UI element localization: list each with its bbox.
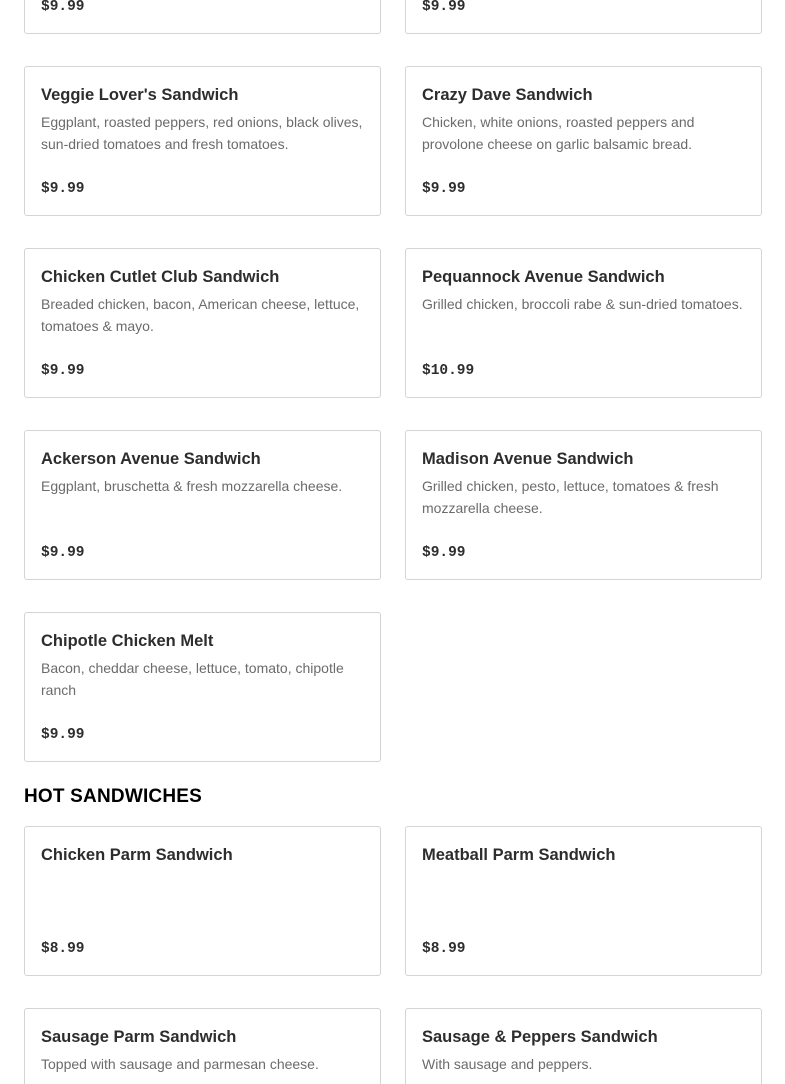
menu-item-name: Veggie Lover's Sandwich [41, 86, 239, 104]
section-heading-hot-sandwiches: HOT SANDWICHES [24, 786, 203, 807]
menu-item-name: Sausage & Peppers Sandwich [422, 1028, 658, 1046]
menu-item-card[interactable] [405, 0, 762, 34]
menu-item-price: $9.99 [41, 545, 85, 561]
menu-item-price: $9.99 [422, 181, 466, 197]
menu-item-name: Meatball Parm Sandwich [422, 846, 616, 864]
menu-item-name: Chipotle Chicken Melt [41, 632, 214, 650]
menu-item-name: Chicken Parm Sandwich [41, 846, 233, 864]
menu-item-description: Topped with sausage and parmesan cheese. [41, 1056, 319, 1072]
menu-item-name: Madison Avenue Sandwich [422, 450, 634, 468]
menu-item-price: $9.99 [41, 0, 85, 15]
menu-item-price: $9.99 [41, 727, 85, 743]
menu-item-price: $8.99 [41, 941, 85, 957]
menu-item-name: Crazy Dave Sandwich [422, 86, 593, 104]
menu-item-description: Grilled chicken, pesto, lettuce, tomatoes & fresh mozzarella cheese. [422, 478, 719, 516]
menu-item-card[interactable] [24, 612, 381, 762]
menu-item-price: $10.99 [422, 363, 475, 379]
menu-item-description: With sausage and peppers. [422, 1056, 593, 1072]
menu-item-name: Sausage Parm Sandwich [41, 1028, 237, 1046]
menu-item-description: Eggplant, bruschetta & fresh mozzarella cheese. [41, 478, 343, 494]
menu-item-card[interactable] [24, 1008, 381, 1084]
menu-item-price: $9.99 [41, 181, 85, 197]
menu-item-name: Pequannock Avenue Sandwich [422, 268, 665, 286]
menu-item-name: Ackerson Avenue Sandwich [41, 450, 261, 468]
menu-item-description: Chicken, white onions, roasted peppers and provolone cheese on garlic balsamic bread. [422, 114, 695, 152]
menu-item-description: Breaded chicken, bacon, American cheese, lettuce, tomatoes & mayo. [41, 296, 360, 334]
menu-item-description: Grilled chicken, broccoli rabe & sun-dried tomatoes. [422, 296, 743, 312]
menu-item-price: $9.99 [41, 363, 85, 379]
menu-item-card[interactable] [405, 430, 762, 580]
menu-item-name: Chicken Cutlet Club Sandwich [41, 268, 280, 286]
menu-item-price: $9.99 [422, 0, 466, 15]
menu-item-card[interactable] [24, 0, 381, 34]
menu-item-card[interactable] [24, 248, 381, 398]
menu-item-price: $8.99 [422, 941, 466, 957]
menu-item-price: $9.99 [422, 545, 466, 561]
menu-item-description: Bacon, cheddar cheese, lettuce, tomato, chipotle ranch [41, 660, 344, 698]
menu-item-card[interactable] [405, 1008, 762, 1084]
menu-item-card[interactable] [24, 826, 381, 976]
menu-item-card[interactable] [24, 430, 381, 580]
menu-item-card[interactable] [405, 66, 762, 216]
menu-item-card[interactable] [405, 826, 762, 976]
menu-item-description: Eggplant, roasted peppers, red onions, black olives, sun-dried tomatoes and fresh tomatoes. [41, 114, 363, 152]
menu-item-card[interactable] [405, 248, 762, 398]
menu-item-card[interactable] [24, 66, 381, 216]
